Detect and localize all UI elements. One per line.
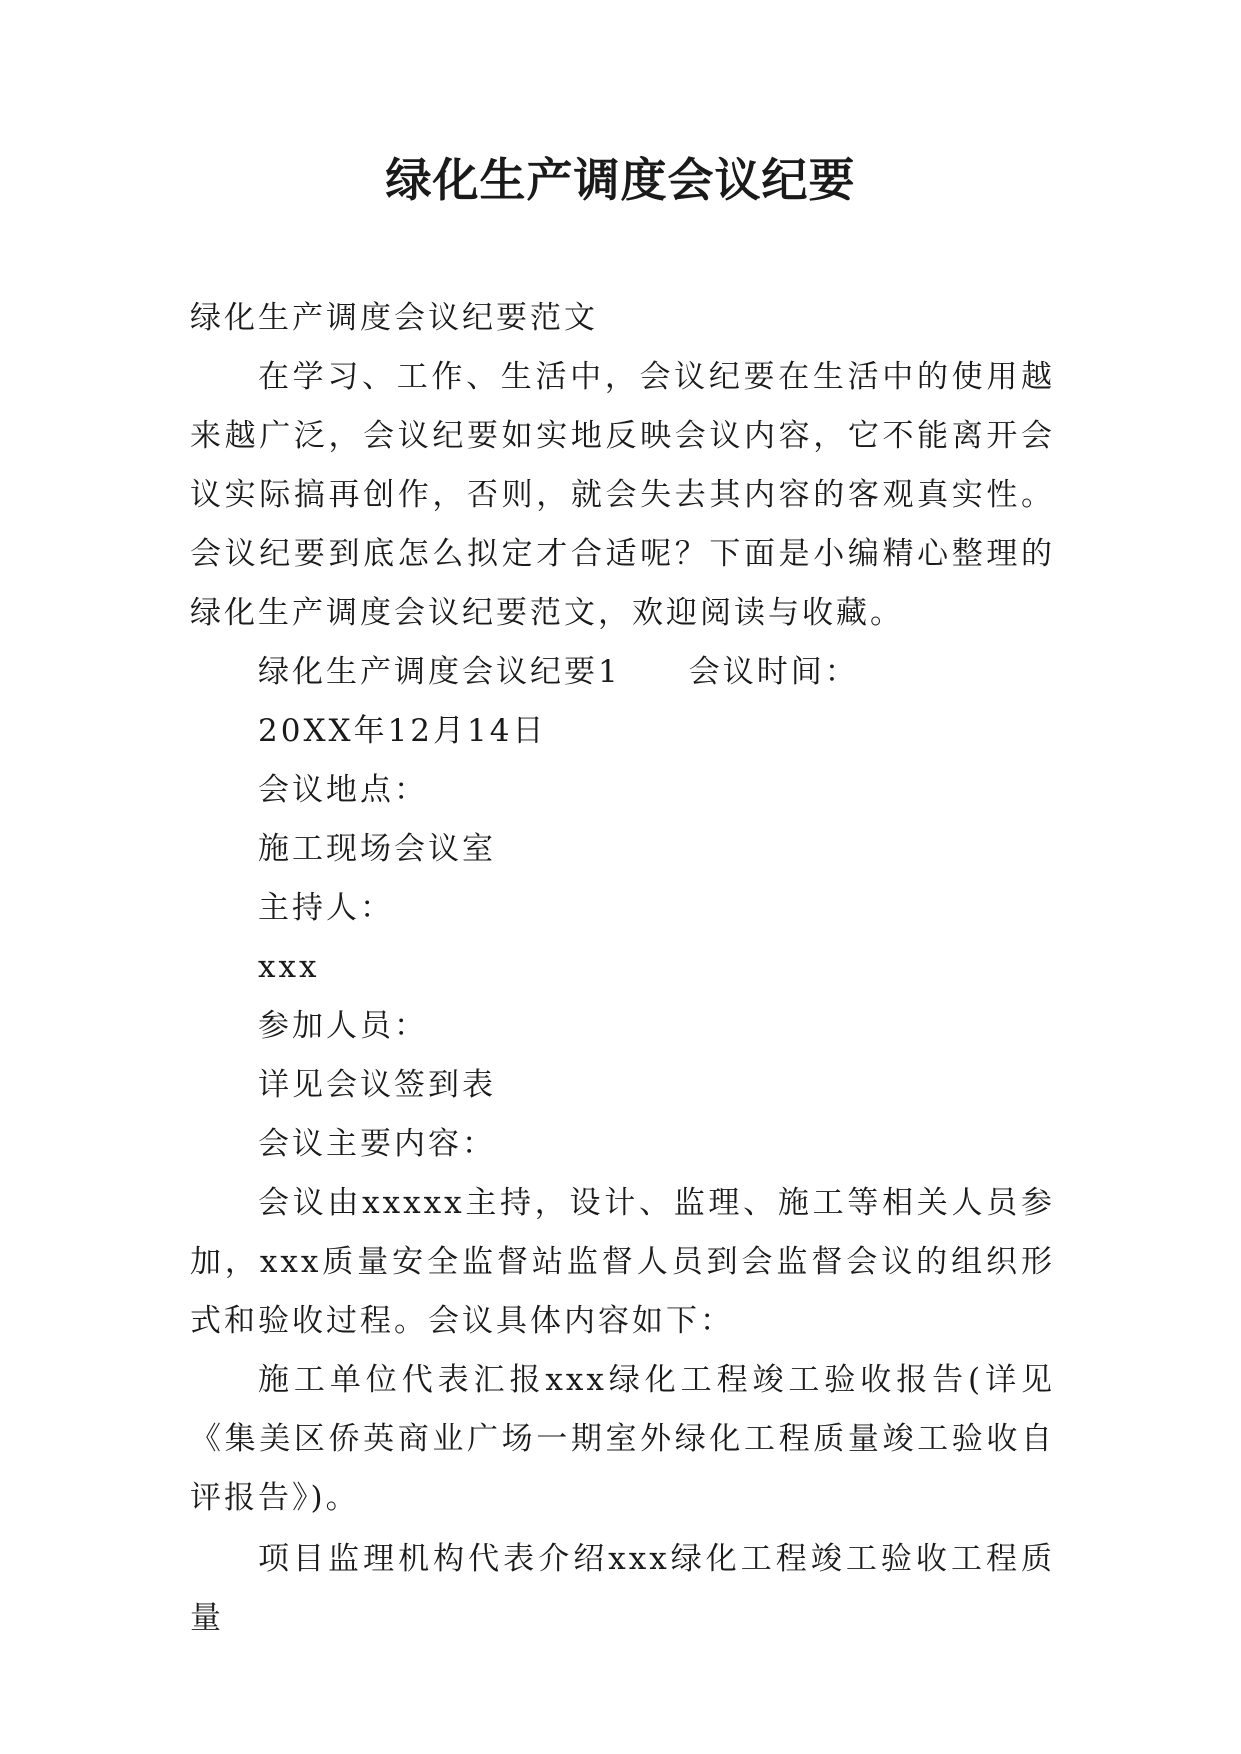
attendees-label: 参加人员： [258, 1008, 428, 1044]
meeting-location-label: 会议地点： [258, 772, 428, 808]
attendees-value: 详见会议签到表 [258, 1067, 496, 1103]
intro-paragraph: 在学习、工作、生活中，会议纪要在生活中的使用越来越广泛，会议纪要如实地反映会议内容，它不能离开会议实际搞再创作，否则，就会失去其内容的客观真实性。会议纪要到底怎么拟定才合适呢？下面是小编精心整理的绿化生产调度会议纪要范文，欢迎阅读与收藏。 [190, 359, 1055, 631]
meeting-time-label: 绿化生产调度会议纪要1 会议时间： [258, 654, 859, 690]
subtitle-paragraph: 绿化生产调度会议纪要范文 [190, 300, 598, 336]
host-name: xxx [258, 949, 320, 985]
meeting-date: 20XX年12月14日 [258, 713, 547, 749]
content-paragraph: 会议由xxxxx主持，设计、监理、施工等相关人员参加，xxx质量安全监督站监督人员到会监督会议的组织形式和验收过程。会议具体内容如下： [190, 1185, 1055, 1339]
content-paragraph: 项目监理机构代表介绍xxx绿化工程竣工验收工程质量 [190, 1541, 1055, 1636]
content-paragraph: 施工单位代表汇报xxx绿化工程竣工验收报告(详见《集美区侨英商业广场一期室外绿化工程质量竣工验收自评报告》)。 [190, 1362, 1055, 1516]
document-title: 绿化生产调度会议纪要 [385, 153, 856, 207]
host-label: 主持人： [258, 890, 394, 926]
main-content-label: 会议主要内容： [258, 1126, 496, 1162]
document-body [190, 289, 1055, 1648]
meeting-location: 施工现场会议室 [258, 831, 496, 867]
